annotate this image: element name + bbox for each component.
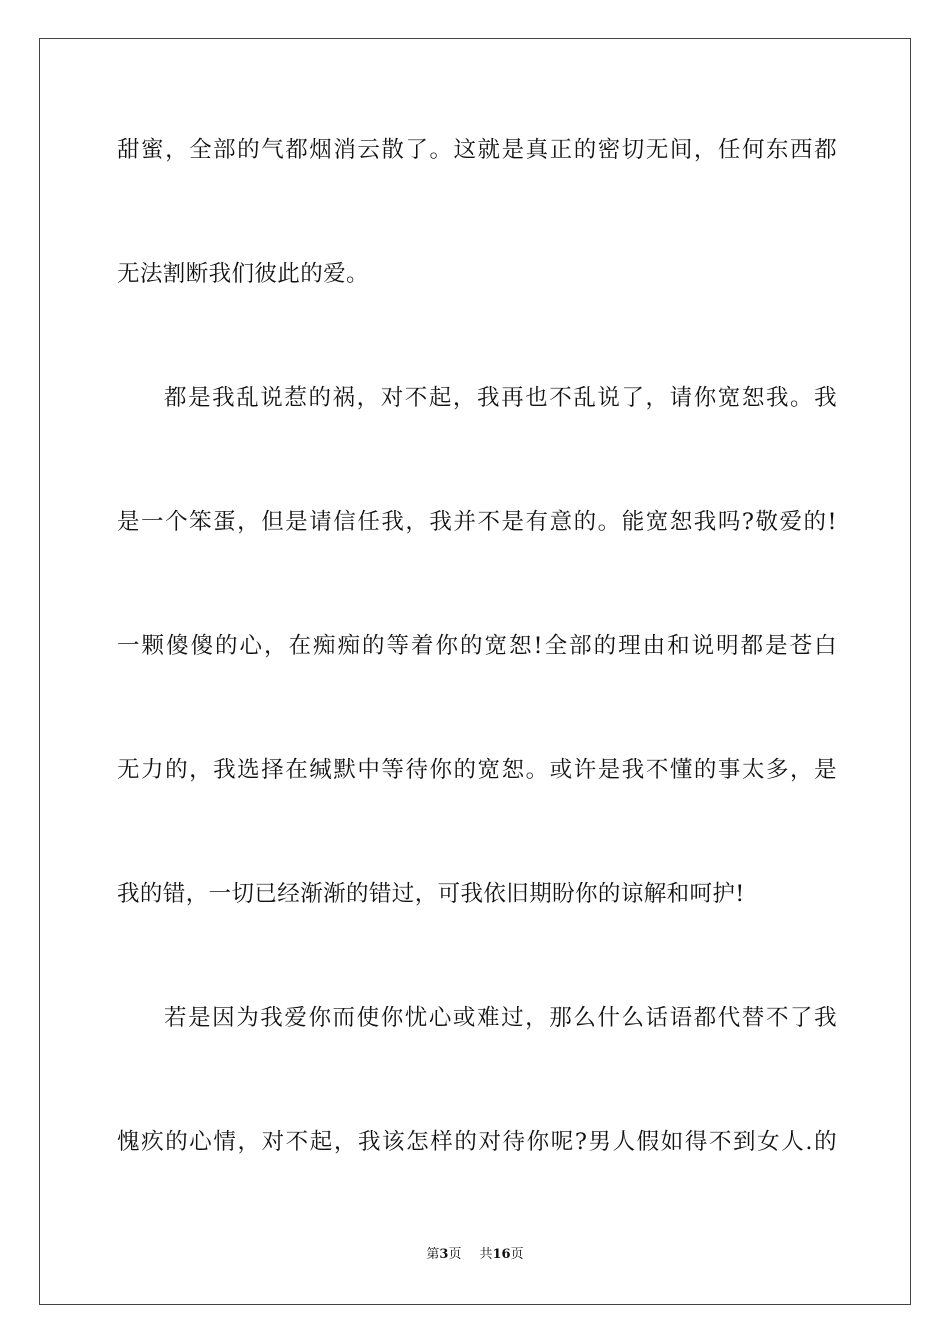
paragraph-line-8: 若是因为我爱你而使你忧心或难过，那么什么话语都代替不了我 [164,1005,837,1031]
page-footer [0,1247,950,1263]
footer-page-prefix: 第 [426,1247,440,1262]
paragraph-line-3: 都是我乱说惹的祸，对不起，我再也不乱说了，请你宽恕我。我 [164,385,837,411]
footer-page-number: 3 [439,1247,449,1262]
footer-page-suffix: 页 [448,1247,462,1262]
paragraph-line-4: 是一个笨蛋，但是请信任我，我并不是有意的。能宽恕我吗?敬爱的! [117,509,837,535]
footer-total-pages: 16 [492,1247,511,1262]
paragraph-line-2: 无法割断我们彼此的爱。 [117,261,369,287]
page-border [39,38,911,1305]
paragraph-line-9: 愧疚的心情，对不起，我该怎样的对待你呢?男人假如得不到女人.的 [117,1129,837,1155]
paragraph-line-1: 甜蜜，全部的气都烟消云散了。这就是真正的密切无间，任何东西都 [117,137,837,163]
footer-total-prefix: 共 [479,1247,493,1262]
paragraph-line-6: 无力的，我选择在缄默中等待你的宽恕。或许是我不懂的事太多，是 [117,757,837,783]
paragraph-line-5: 一颗傻傻的心，在痴痴的等着你的宽恕!全部的理由和说明都是苍白 [117,633,837,659]
paragraph-line-7: 我的错，一切已经渐渐的错过，可我依旧期盼你的谅解和呵护! [117,881,745,907]
footer-total-suffix: 页 [510,1247,524,1262]
